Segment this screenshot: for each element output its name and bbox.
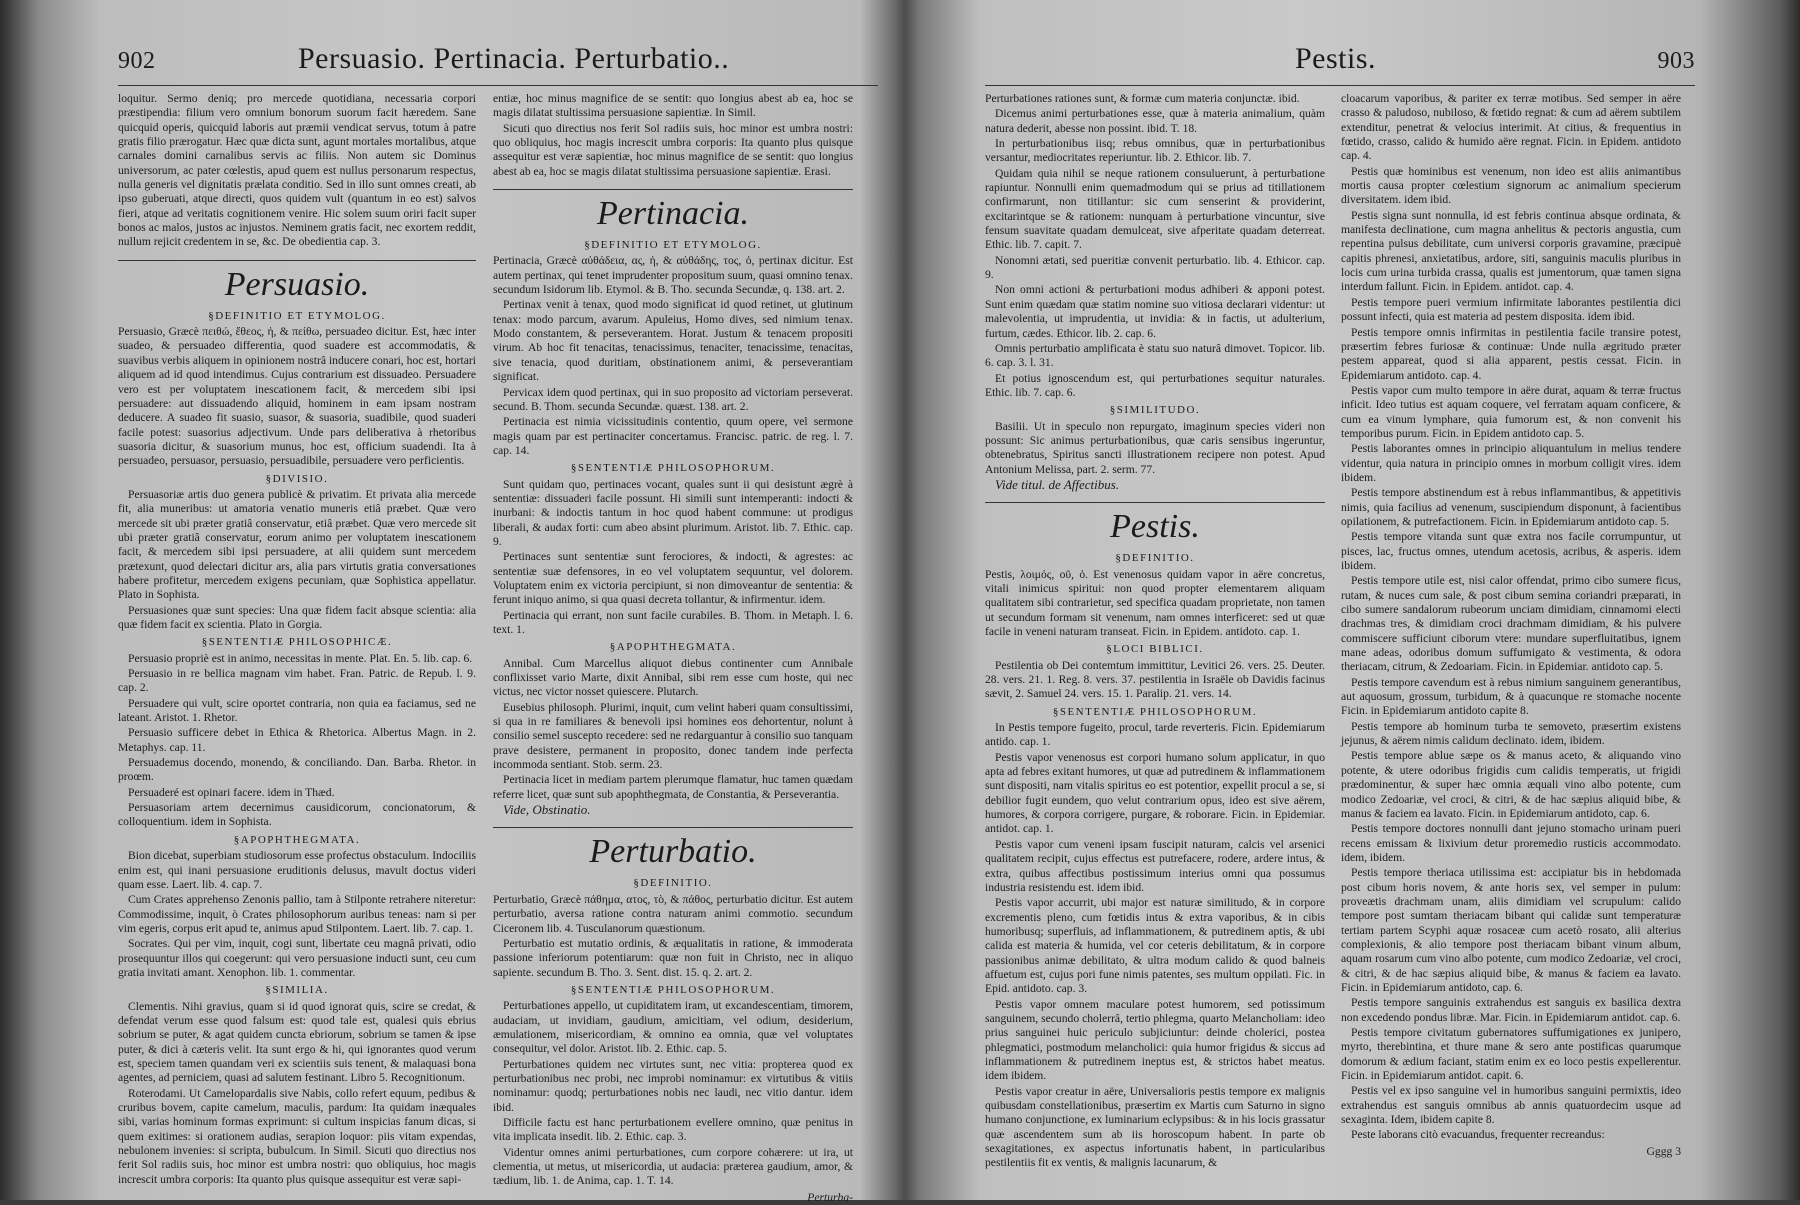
signature-mark: Gggg 3 bbox=[1646, 1144, 1681, 1158]
paragraph: Pervicax idem quod pertinax, qui in suo proposito ad victoriam perseverat. secund. B. Thom. secunda Secundæ. quæst. 138. art. 2. bbox=[493, 385, 853, 413]
right-column bbox=[1341, 92, 1681, 1180]
paragraph: Pestis vapor omnem maculare potest humorem, sed potissimum sanguinem, secundo cholerrâ, tertio phlegma, quarto Melancholiam: ideo prius sanguinei huic periculo subjiciuntur: deinde cholerici, postea phlegmatici, postmodum melancholici: quia humor frigidus & siccus ad inflammationem & putredinem ineptus est, & strictos habet meatus. idem ibidem. bbox=[985, 997, 1325, 1083]
paragraph: Persuaderé est opinari facere. idem in Thæd. bbox=[128, 785, 335, 799]
subheading: § APOPHTHEGMATA. bbox=[493, 640, 853, 654]
paragraph: Pestis tempore theriaca utilissima est: accipiatur bis in hebdomada post cibum horis novem, & ante horis sex, vel semper in pulum: proveætis drachmam unam, aliis dimidiam vel scrupulum: calido tempore post sumtam theriacam bibant qui calidæ sunt temperaturæ tertiam partem Scyphi aquæ rosaceæ cum acetò rosato, alii alterius complexionis, & alio tempore post theriacam bibant vinum album, aquam rosarum cum vino albo potente, cum modico Zedoariæ, vel croci, & citri, & de hac sæpius aliquid bibe, & manus & faciem ea lavato. Ficin. in Epidemiarum antidoto, cap. 6. bbox=[1341, 866, 1681, 994]
paragraph: Annibal. Cum Marcellus aliquot diebus continenter cum Annibale conflixisset vario Marte, dixit Annibal, sibi rem esse cum hoste, qui nec victus, nec victor nosset quiescere. Plutarch. bbox=[493, 656, 853, 699]
paragraph: Perturbatio est mutatio ordinis, & æqualitatis in ratione, & immoderata passione inferiorum potentiarum: quæ non fuit in Christo, nec in aliquo sapiente. secundum B. Tho. 3. Sent. dist. 15. q. 2. art. 2. bbox=[493, 936, 853, 979]
left-column bbox=[985, 92, 1325, 1180]
paragraph: Persuasiones quæ sunt species: Una quæ fidem facit absque scientia: alia quæ fidem facit ex scientia. Plato in Gorgia. bbox=[118, 603, 476, 631]
subheading: § SENTENTIÆ PHILOSOPHORUM. bbox=[493, 461, 853, 475]
paragraph: Videntur omnes animi perturbationes, cum corpore cohærere: ut ira, ut clementia, ut metus, ut misericordia, ut audacia: præterea gaudium, amor, & tædium, lib. 1. de Anima, cap. 1. T. 14. bbox=[493, 1145, 853, 1188]
paragraph: Pestis tempore civitatum gubernatores suffumigationes ex junipero, myrto, therebintina, et thure mane & sero ante postificas quarumque domorum & ædium faciant, statim enim ex eo loco pestis expellerentur. Ficin. in Epidemiarum antidot. capit. 6. bbox=[1341, 1026, 1681, 1083]
header-rule bbox=[985, 85, 1695, 86]
paragraph: loquitur. Sermo deniq; pro mercede quotidiana, necessaria corpori præstipendia: filium vero omnium bonorum suorum facit hæredem. Sane quicquid operis, quicquid laboris aut præmii vendicat servus, totum à patre gratis filio prærogatur. Hæc quæ dicta sunt, agunt mortales mortalibus, atque carnales domini carnalibus servis ac filiis. Non autem sic Dominus universorum, ac pater cœlestis, apud quem est nullus personarum respectus, nulla generis vel dignitatis prælata conditio. Sed in illo sunt omnes creati, ab ipso guberuati, atque directi, quos quidem vult (quantum in eo est) salvos fieri, atque ad veritatis cognitionem venire. Hic solem suum oriri facit super bonos ac malos, justos ac injustos. Neminem gratis facit, nec exortem reddit, nullum rejicit credentem in se, &c. De obedientia cap. 3. bbox=[118, 92, 476, 249]
right-page bbox=[985, 0, 1695, 1200]
paragraph: cloacarum vaporibus, & pariter ex terræ motibus. Sed semper in aëre crasso & paludoso, nubiloso, & fœtido regnat: & cum ad aërem subtilem extenditur, penetrat & velocius interimit. At citius, & frequentius in fœtido, crasso, calido & humido aëre regnat. Ficin. in Epidem. antidoto cap. 4. bbox=[1341, 92, 1681, 163]
paragraph: Pestis signa sunt nonnulla, id est febris continua absque ordinata, & manifesta declinatione, cum magna anhelitus & pectoris angustia, cum repentina pulsus debilitate, cum universi corporis gravamine, præcipuè capitis phrenesi, anxietatibus, ardore, siti, sanguinis maculis pluribus in locis cum urina turbida crassa, qualis est jumentorum, quæ tamen signa interdum fallunt. Ficin. in Epidem. antidot. cap. 4. bbox=[1341, 208, 1681, 294]
paragraph: Pestis vapor accurrit, ubi major est naturæ similitudo, & in corpore excrementis pleno, cum fœtidis intus & extra vaporibus, & in cibis humoribusq; superfluis, ad inflammationem, & putredinem aptis, & ubi calida est materia & humida, vel cor ceteris debilitatum, & in corpore passionibus animæ debilitato, & ultra modum calido & quod balneis affuetum est, cujus pori fune nimis patentes, ses multum oppilati. Fic. in Epid. antidoto. cap. 3. bbox=[985, 896, 1325, 996]
paragraph: In Pestis tempore fugeito, procul, tarde reverteris. Ficin. Epidemiarum antido. cap. 1. bbox=[985, 721, 1325, 749]
paragraph: Pertinacia est nimia vicissitudinis contentio, quum opere, vel sermone magis quam par est pertinaciter concertamus. Francisc. patric. de reg. l. 7. cap. 14. bbox=[493, 415, 853, 457]
paragraph: Cum Crates apprehenso Zenonis pallio, tam à Stilponte retrahere niteretur: Commodissime, inquit, ò Crates philosophorum auribus teneas: nam si per vim egeris, corpus erit apud te, animus apud Stilpontem. Laert. lib. 7. cap. 1. bbox=[118, 893, 476, 935]
running-title: Pestis. bbox=[1295, 42, 1377, 75]
paragraph: Pestis tempore vitanda sunt quæ extra nos facile corrumpuntur, ut pisces, lac, fructus omnes, utendum acetosis, acribus, & asperis. idem ibidem. bbox=[1341, 530, 1681, 572]
subheading: § DEFINITIO. bbox=[493, 876, 853, 890]
paragraph: Pertinacia, Græcè αὐθάδεια, ας, ἡ, & αὐθάδης, τος, ὁ, pertinax dicitur. Est autem pertinax, qui tenet imprudenter propositum suum, quasi omnino tenax. secundum Isidorum lib. Etymol. & B. Tho. secunda Secundæ, q. 138. art. 2. bbox=[493, 254, 853, 297]
subheading: § DIVISIO. bbox=[118, 472, 476, 486]
paragraph: entiæ, hoc minus magnifice de se sentit: quo longius abest ab ea, hoc se magis dilatat stultissima persuasione sapientiæ. In Simil. bbox=[493, 92, 853, 120]
cross-reference: Vide titul. de Affectibus. bbox=[995, 476, 1120, 492]
section-title: Pertinacia. bbox=[493, 189, 853, 234]
subheading: § SIMILIA. bbox=[118, 983, 476, 997]
left-page bbox=[118, 0, 878, 1204]
section-title: Pestis. bbox=[985, 502, 1325, 547]
paragraph: Perturbationes rationes sunt, & formæ cum materia conjunctæ. ibid. bbox=[985, 92, 1300, 105]
paragraph: Difficile factu est hanc perturbationem evellere omnino, quæ penitus in vita implicata insedit. lib. 2. Ethic. cap. 3. bbox=[493, 1115, 853, 1144]
paragraph: Eusebius philosoph. Plurimi, inquit, cum velint haberi quam consultissimi, si qua in re familiares & benevoli ipsi homines eos dehortentur, nolunt à consilio semel suscepto recedere: sed ne redarguantur à consilio suo tanquam prave desistere, permanent in proposito, donec tandem inde perfecta incommoda sentiant. Stob. serm. 23. bbox=[493, 700, 853, 772]
paragraph: Pestis tempore pueri vermium infirmitate laborantes pestilentia dici possunt infecti, quia est materia ad pestem disposita. idem ibid. bbox=[1341, 295, 1681, 324]
paragraph: Omnis perturbatio amplificata è statu suo naturâ dimovet. Topicor. lib. 6. cap. 3. l. 31. bbox=[985, 341, 1325, 370]
left-column bbox=[118, 92, 476, 1186]
paragraph: Persuasio propriè est in animo, necessitas in mente. Plat. En. 5. lib. cap. 6. bbox=[128, 651, 473, 665]
paragraph: Pestis tempore sanguinis extrahendus est sanguis ex basilica dextra non excedendo pondus libræ. Mar. Ficin. in Epidemiarum antidot. cap. 6. bbox=[1341, 996, 1681, 1024]
subheading: § LOCI BIBLICI. bbox=[985, 642, 1325, 656]
subheading: § SENTENTIÆ PHILOSOPHICÆ. bbox=[118, 635, 476, 649]
cross-reference: Vide, Obstinatio. bbox=[503, 802, 591, 818]
subheading: § DEFINITIO. bbox=[985, 551, 1325, 565]
paragraph: Persuasio sufficere debet in Ethica & Rhetorica. Albertus Magn. in 2. Metaphys. cap. 11. bbox=[118, 726, 476, 754]
paragraph: Pestis tempore ab hominum turba te semoveto, præsertim existens jejunus, & aërem nimis calidum declinato. idem, ibidem. bbox=[1341, 719, 1681, 748]
paragraph: Pestilentia ob Dei contemtum immittitur, Levitici 26. vers. 25. Deuter. 28. vers. 21. 1. Reg. 8. vers. 37. pestilentia in Israële ob Davidis facinus sævit, 2. Samuel 24. vers. 15. 1. Paralip. 21. vers. 14. bbox=[985, 658, 1325, 701]
paragraph: Perturbationes quidem nec virtutes sunt, nec vitia: propterea quod ex perturbationibus nec probi, nec improbi nominamur: ex virtutibus & vitiis nominamur: quodq; perturbationes nobis nec laudi, nec vitio dantur. idem ibid. bbox=[493, 1057, 853, 1114]
paragraph: Pestis vel ex ipso sanguine vel in humoribus sanguini permixtis, ideo extrahendus est sanguis omnibus ab annis quatuordecim usque ad sexaginta. Idem, ibidem capite 8. bbox=[1341, 1084, 1681, 1127]
running-head bbox=[985, 38, 1695, 88]
paragraph: Perturbationes appello, ut cupiditatem iram, ut excandescentiam, timorem, audaciam, ut invidiam, gaudium, amicitiam, vel odium, desiderium, æmulationem, misericordiam, & omnino ea omnia, quæ vel voluptates consequitur, vel dolor. Aristot. lib. 2. Ethic. cap. 5. bbox=[493, 999, 853, 1056]
paragraph: Persuadere qui vult, scire oportet contraria, non quia ea faciamus, sed ne lateant. Aristot. 1. Rhetor. bbox=[118, 696, 476, 725]
running-head bbox=[118, 38, 878, 88]
paragraph: Pestis tempore doctores nonnulli dant jejuno stomacho urinam pueri recens emissam & lixivium detur proremedio rusticis accommodato. idem, ibidem. bbox=[1341, 822, 1681, 864]
paragraph: Pertinacia licet in mediam partem plerumque flamatur, huc tamen quædam referre licet, quæ sunt sub apophthegmata, de Constantia, & Perseverantia. bbox=[493, 773, 853, 801]
paragraph: Pestis vapor creatur in aëre, Universalioris pestis tempore ex malignis quibusdam constellationibus, præsertim ex Martis cum Saturno in signo humano conjunctione, ex luminarium eclypsibus: & in his locis grassatur quæ ascendentem sum ab iis horoscopum habent. In parte ob sexagitationes, ex aspectus infortunatis habent, in particularibus pestilentiis fit ex ventis, & malignis lacunarum, & bbox=[985, 1084, 1325, 1170]
paragraph: Persuasio in re bellica magnam vim habet. Fran. Patric. de Repub. l. 9. cap. 2. bbox=[118, 667, 476, 695]
paragraph: Perturbatio, Græcè πάθημα, ατος, τὸ, & πάθος, perturbatio dicitur. Est autem perturbatio, aversa ratione contra naturam animi commotio. secundum Ciceronem lib. 4. Tusculanorum quæstionum. bbox=[493, 892, 853, 935]
paragraph: Quidam quia nihil se neque rationem consuluerunt, à perturbatione rapiuntur. Nonnulli enim quemadmodum qui se prius ad titillationem confirmarunt, non titillantur: sic cum senserint & providerint, excitarintque se & rationem: nunquam à perturbatione vincuntur, sive fensum suavitate quadam demulceat, sive afperitate quadam deterreat. Ethic. lib. 7. capit. 7. bbox=[985, 166, 1325, 252]
paragraph: Pestis quæ hominibus est venenum, non ideo est aliis animantibus mortis causa propter cœlestium signorum ac animalium specierum diversitatem. idem ibid. bbox=[1341, 164, 1681, 207]
running-title: Persuasio. Pertinacia. Perturbatio.. bbox=[298, 42, 730, 75]
subheading: § SENTENTIÆ PHILOSOPHORUM. bbox=[493, 983, 853, 997]
paragraph: Pestis vapor cum veneni ipsam fuscipit naturam, calcis vel arsenici qualitatem recipit, cujus effectus est putrefacere, rodere, ardere intus, & extra, quibus affectibus postissimum interius omni qua possumus industria resistendu est. idem ibid. bbox=[985, 837, 1325, 894]
paragraph: Pestis tempore omnis infirmitas in pestilentia facile transire potest, præsertim febres furiosæ & continuæ: Unde nulla ægritudo præter pestem appareat, quod si alia apparent, pestis cessat. Ficin. in Epidemiarum antidoto. cap. 4. bbox=[1341, 325, 1681, 382]
paragraph: Et potius ignoscendum est, qui perturbationes sequitur naturales. Ethic. lib. 7. cap. 6. bbox=[985, 371, 1325, 399]
paragraph: Persuasio, Græcè πειθώ, ἔθεος, ἡ, & πείθω, persuadeo dicitur. Est, hæc inter suadeo, & persuadeo differentia, quod suadere est accommodatis, & suavibus verbis aliquem in opinionem nostrâ inducere conari, hoc est, hortari aliquem ad id quod intendimus. Cujus contrarium est dissuadeo. Persuadere vero est per voluptatem inescationem facit, & mercedem sibi ipsi persuadere: aut dissuadendo aliquid, hominem in eam ipsam nostram deducere. A suadeo fit suasio, suasor, & suasoria, suadibile, quod suaderi facile potest: suasorius adjectivum. Unde pars deliberativa à rhetoribus suasoria dicitur, & suasorium munus, hoc est, officium suadendi. Ita à persuadeo, persuasor, persuasio, persuadibile, persuadere vero perficientis. bbox=[118, 325, 476, 468]
paragraph: Sunt quidam quo, pertinaces vocant, quales sunt ii qui desistunt ægrè à sententiæ: dissuaderi facile possunt. Hi simili sunt intemperanti: indocti & inurbani: & indoctis tantum in hoc quod habent commune: ut prodigus liberali, & audax forti: cum abeo absint plurimum. Aristot. lib. 7. Ethic. cap. 9. bbox=[493, 477, 853, 548]
paragraph: Pestis laborantes omnes in principio aliquantulum in melius tendere videntur, quia natura in principio omnes in morbum colligit vires. idem ibidem. bbox=[1341, 442, 1681, 484]
paragraph: Socrates. Qui per vim, inquit, cogi sunt, libertate ceu magnâ privati, odio prosequuntur illos qui coegerunt: qui vero persuasione inducti sunt, ceu cum gratia invitati amant. Xenophon. lib. 1. commentar. bbox=[118, 937, 476, 979]
paragraph: Bion dicebat, superbiam studiosorum esse profectus obstaculum. Indociliis enim est, qui inani persuasione eruditionis delusus, mavult doctus videri quam esse. Laert. lib. 4. cap. 7. bbox=[118, 849, 476, 891]
paragraph: Basilii. Ut in speculo non repurgato, imaginum species videri non possunt: Sic animus perturbationibus, quæ caris sensibus ingeruntur, obtenebratus, Spiritus sancti illustrationem recipere non potest. Apud Antonium Melissa, part. 2. serm. 77. bbox=[985, 419, 1325, 476]
paragraph: Pestis tempore ablue sæpe os & manus aceto, & aliquando vino potente, & utere odoribus frigidis cum calidis temperatis, ut frigidi prædominentur, & super hæc omnia æquali vino albo potente, cum modico Zedoariæ, vel croci, & citri, & de hac sæpius aliquid bibe, & manus & faciem ea lavato. Ficin. in Epidemiarum antidoto, cap. 6. bbox=[1341, 749, 1681, 820]
paragraph: Persuasoriæ artis duo genera publicè & privatim. Et privata alia mercede fit, alia muneribus: ut amatoria venatio muneris etiâ præbet. Quæ vero mercede sit ubi præter gratiâ conservatur, etiâ præbet. Quæ vero mercede sit ubi præter gratiâ conservatur, eorum animo per voluptatem inescationem facit, & mercedem sibi ipsi persuadere, at alii quidem sunt mercedem prætexunt, quod delectari dicitur ars, alia pars virtutis gratia conversationes habere profitetur, mercedem exigens pecuniam, quæ Sophistica appellatur. Plato in Sophista. bbox=[118, 487, 476, 602]
paragraph: In perturbationibus iisq; rebus omnibus, quæ in perturbationibus versantur, mediocritates reperiuntur. lib. 2. Ethicor. lib. 7. bbox=[985, 137, 1325, 165]
paragraph: Non omni actioni & perturbationi modus adhiberi & apponi potest. Sunt enim quædam quæ statim nomine suo vitiosa declarari videntur: ut malevolentia, ut imprudentia, ut invidia: & in factis, ut adulterium, furtum, cædes. Ethicor. lib. 2. cap. 6. bbox=[985, 283, 1325, 340]
paragraph: Nonomni ætati, sed pueritiæ convenit perturbatio. lib. 4. Ethicor. cap. 9. bbox=[985, 253, 1325, 282]
paragraph: Persuademus docendo, monendo, & conciliando. Dan. Barba. Rhetor. in proœm. bbox=[118, 756, 476, 784]
paragraph: Pestis vapor cum multo tempore in aëre durat, aquam & terræ fructus inficit. Ideo tutius est aquam coquere, vel ferratam aquam conficere, & cum ea vinum lymphare, quia fumorum est, & non convenit his temporibus purum. Ficin. in Epidem antidoto cap. 5. bbox=[1341, 383, 1681, 440]
paragraph: Roterodami. Ut Camelopardalis sive Nabis, collo refert equum, pedibus & cruribus bovem, capite camelum, maculis, pardum: Ita quidam inæquales sibi, varias hominum formas exprimunt: si cultum inspicias fanum dicas, si quem exitimes: si orationem audias, serapion loquor: piis vitam expendas, nebulonem invenies: si scripta, bubulcum. In Simil. Sicuti quo directius nos ferit Sol radiis suis, hoc minor est umbra nostri: quo obliquius, hoc magis increscit umbra corporis: Ita quanto plus quisque assequitur est veræ sapi- bbox=[118, 1086, 476, 1186]
header-rule bbox=[118, 85, 878, 86]
subheading: § DEFINITIO ET ETYMOLOG. bbox=[493, 238, 853, 252]
subheading: § DEFINITIO ET ETYMOLOG. bbox=[118, 309, 476, 323]
paragraph: Pertinaces sunt sententiæ sunt ferociores, & indocti, & agrestes: ac sententiæ suæ defensores, in eo vel voluptatem sequuntur, vel dolorem. Voluptatem enim ex victoria percipiunt, si non dimoveantur de sententia: & ferunt iniquo animo, si qua quasi decreta tollantur, & infirmentur. idem. bbox=[493, 550, 853, 607]
paragraph: Pestis, λοιμός, οῦ, ὁ. Est venenosus quidam vapor in aëre concretus, vitali inimicus spiritui: non quod propter elementarem aliquam qualitatem sibi contrarietur, sed specifica quadam proprietate, non tamen ut secundum formam sit venenum, nam omnes interficeret: sed ut quæ facile in veneni naturam transeat. Ficin. in Epidem. antidoto. cap. 1. bbox=[985, 567, 1325, 638]
catchword: Perturba- bbox=[807, 1190, 853, 1204]
paragraph: Persuasoriam artem decernimus causidicorum, concionatorum, & colloquentium. idem in Sophista. bbox=[118, 801, 476, 829]
right-column bbox=[493, 92, 853, 1204]
paragraph: Pertinacia qui errant, non sunt facile curabiles. B. Thom. in Metaph. l. 6. text. 1. bbox=[493, 608, 853, 636]
section-title: Persuasio. bbox=[118, 260, 476, 305]
paragraph: Pestis tempore abstinendum est à rebus inflammantibus, & appetitivis nimis, quia facilius ad venenum, suscipiendum disponunt, à facientibus opilationem, & putrefactionem. Ficin. in Epidemiarum antidoto cap. 5. bbox=[1341, 486, 1681, 528]
paragraph: Pestis tempore cavendum est à rebus nimium sanguinem generantibus, aut aquosum, grossum, turbidum, & à quacunque re stomache nocente Ficin. in Epidemiarum antidoto capite 8. bbox=[1341, 675, 1681, 718]
paragraph: Pertinax venit à tenax, quod modo significat id quod retinet, ut glutinum tenax: modo parcum, avarum. Apuleius, Homo dives, sed nimium tenax. Modo constantem, & perseverantem. Horat. Justum & tenacem propositi virum. Ab hoc fit tenacitas, tenacissimus, tenaciter, tenacissime, tenacitas, sive tenacia, quod duritiam, obstinationem animi, & perseverantiam significat. bbox=[493, 298, 853, 384]
paragraph: Peste laborans citò evacuandus, frequenter recreandus: bbox=[1351, 1128, 1605, 1142]
page-number: 903 bbox=[1657, 48, 1695, 74]
subheading: § APOPHTHEGMATA. bbox=[118, 833, 476, 847]
paragraph: Sicuti quo directius nos ferit Sol radiis suis, hoc minor est umbra nostri: quo obliquius, hoc magis increscit umbra corporis: Ita quanto plus quisque assequitur est veræ sapientiæ, hoc minus magnifice de se sentit: quo longius abest ab ea, hoc se magis dilatat stultissima persuasione sapientiæ. Erasi. bbox=[493, 121, 853, 178]
subheading: § SIMILITUDO. bbox=[985, 403, 1325, 417]
paragraph: Pestis vapor venenosus est corpori humano solum applicatur, in quo apta ad febres exitant humores, ut quæ ad putredinem & inflammationem sunt dispositi, nam vitalis spiritus eo est potentior, expellit procul a se, si debilior fugit eundem, quo velut contrarium opus, ideo est sive aërem, humores, & corpora corrigere, purgare, & roborare. Ficin. in Epidemiar. antidot. cap. 1. bbox=[985, 750, 1325, 836]
subheading: § SENTENTIÆ PHILOSOPHORUM. bbox=[985, 705, 1325, 719]
paragraph: Clementis. Nihi gravius, quam si id quod ignorat quis, scire se credat, & defendat verum esse quod falsum est: quod tale est, qualesi quis ebrius sobrium se puter, & agat quidem cuncta ebriorum, sobrium se tamen & ipse puter, & dici à cæteris velit. Ita sunt ergo & hi, qui ignorantes quod verum est, speciem tamen quandam veri ex scientiis suis tenent, & malaquasi bona agentes, ad perniciem, quasi ad salutem festinant. Libro 5. Recognitionum. bbox=[118, 999, 476, 1085]
paragraph: Pestis tempore utile est, nisi calor offendat, primo cibo sumere ficus, rutam, & nuces cum sale, & post cibum semina coriandri præparati, in cibo sumere sandalorum rubeorum unciam dimidiam, cinnamomi electi drachmas tres, & dimidiam croci drachmam dimidiam, & his pulvere commiscere sufficiunt ciborum vtere: mundare superfluitatibus, ignem mane adeas, odoribus domum suffumigato & vestimenta, & odora theriacam, citrum, & Zedoariam. Ficin. in Epidemiar. antidoto cap. 5. bbox=[1341, 574, 1681, 674]
page-number: 902 bbox=[118, 48, 156, 74]
paragraph: Dicemus animi perturbationes esse, quæ à materia animalium, quàm natura dederit, abesse non possint. ibid. T. 18. bbox=[985, 107, 1325, 135]
section-title: Perturbatio. bbox=[493, 827, 853, 872]
